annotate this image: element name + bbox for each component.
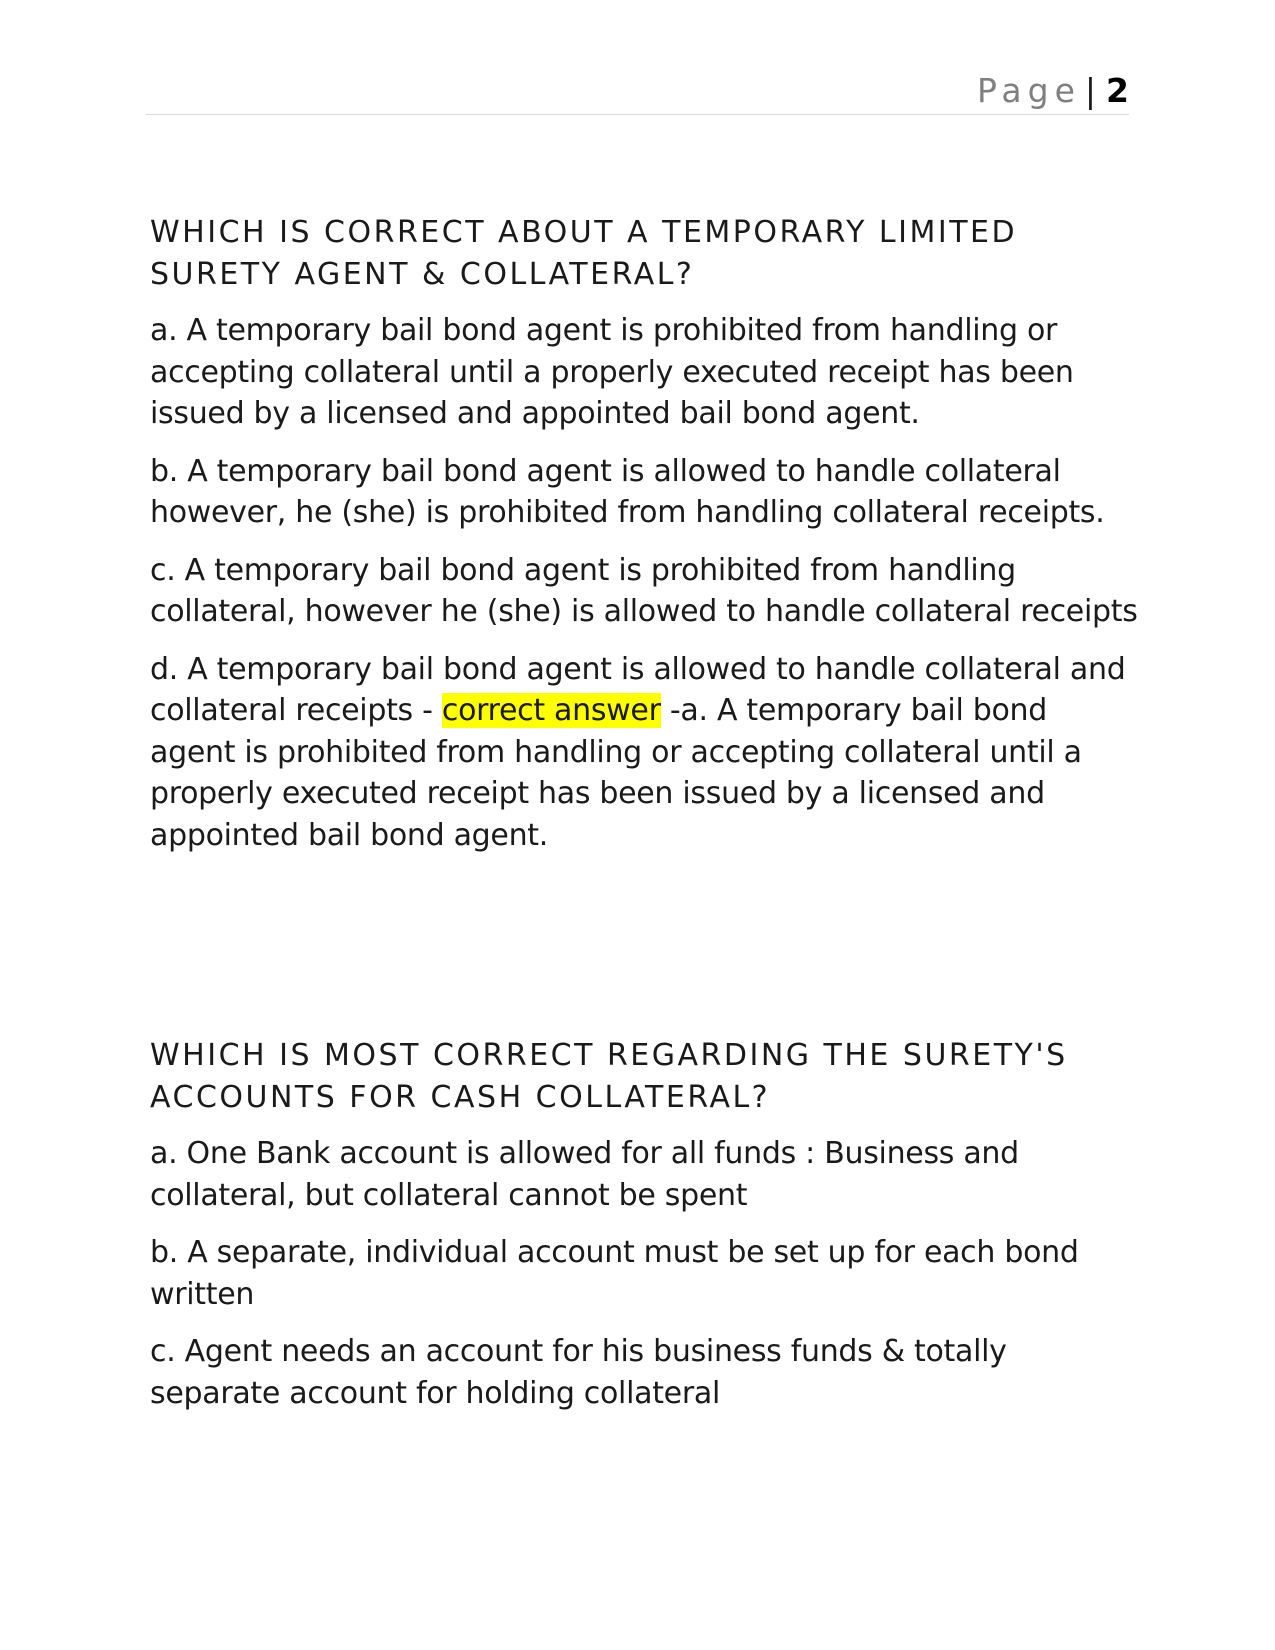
question-2-option-a: a. One Bank account is allowed for all funds : Business and collateral, but collateral cannot be spent [150, 1136, 1019, 1213]
question-2-option-b: b. A separate, individual account must be set up for each bond written [150, 1235, 1079, 1312]
page-header [146, 70, 1129, 115]
question-2-title-line-1: WHICH IS MOST CORRECT REGARDING THE SURETY'S [150, 1038, 1068, 1073]
question-1-option-a: a. A temporary bail bond agent is prohibited from handling or accepting collateral until a properly executed receipt has been issued by a licensed and appointed bail bond agent. [150, 313, 1074, 431]
question-1-option-c: c. A temporary bail bond agent is prohibited from handling collateral, however he (she) is allowed to handle collateral receipts [150, 552, 1138, 629]
question-1-option-b: b. A temporary bail bond agent is allowed to handle collateral however, he (she) is prohibited from handling collateral receipts. [150, 453, 1105, 530]
question-2-title [150, 1035, 1140, 1119]
option-d-text: d. A temporary bail bond agent is allowed to handle collateral and collateral receipts - [150, 651, 1126, 728]
question-1-title [150, 212, 1140, 296]
page-separator: | [1084, 71, 1097, 110]
question-1-option-d-with-answer [150, 649, 1140, 857]
question-2-option-c: c. Agent needs an account for his business funds & totally separate account for holding collateral [150, 1334, 1007, 1411]
page-number: 2 [1106, 71, 1129, 110]
page-number-indicator [977, 71, 1129, 110]
question-2 [150, 1035, 1140, 1430]
question-1-title-line-1: WHICH IS CORRECT ABOUT A TEMPORARY LIMITED [150, 215, 1018, 250]
correct-answer-highlight: correct answer [441, 693, 661, 728]
answer-text: -a. A temporary bail bond agent is prohibited from handling or accepting collateral until a properly executed receipt has been issued by a licensed and appointed bail bond agent. [150, 693, 1082, 853]
question-2-title-line-2: ACCOUNTS FOR CASH COLLATERAL? [150, 1080, 771, 1115]
question-1-title-line-2: SURETY AGENT & COLLATERAL? [150, 257, 695, 292]
page-label: Page [977, 71, 1081, 110]
question-1 [150, 212, 1140, 872]
